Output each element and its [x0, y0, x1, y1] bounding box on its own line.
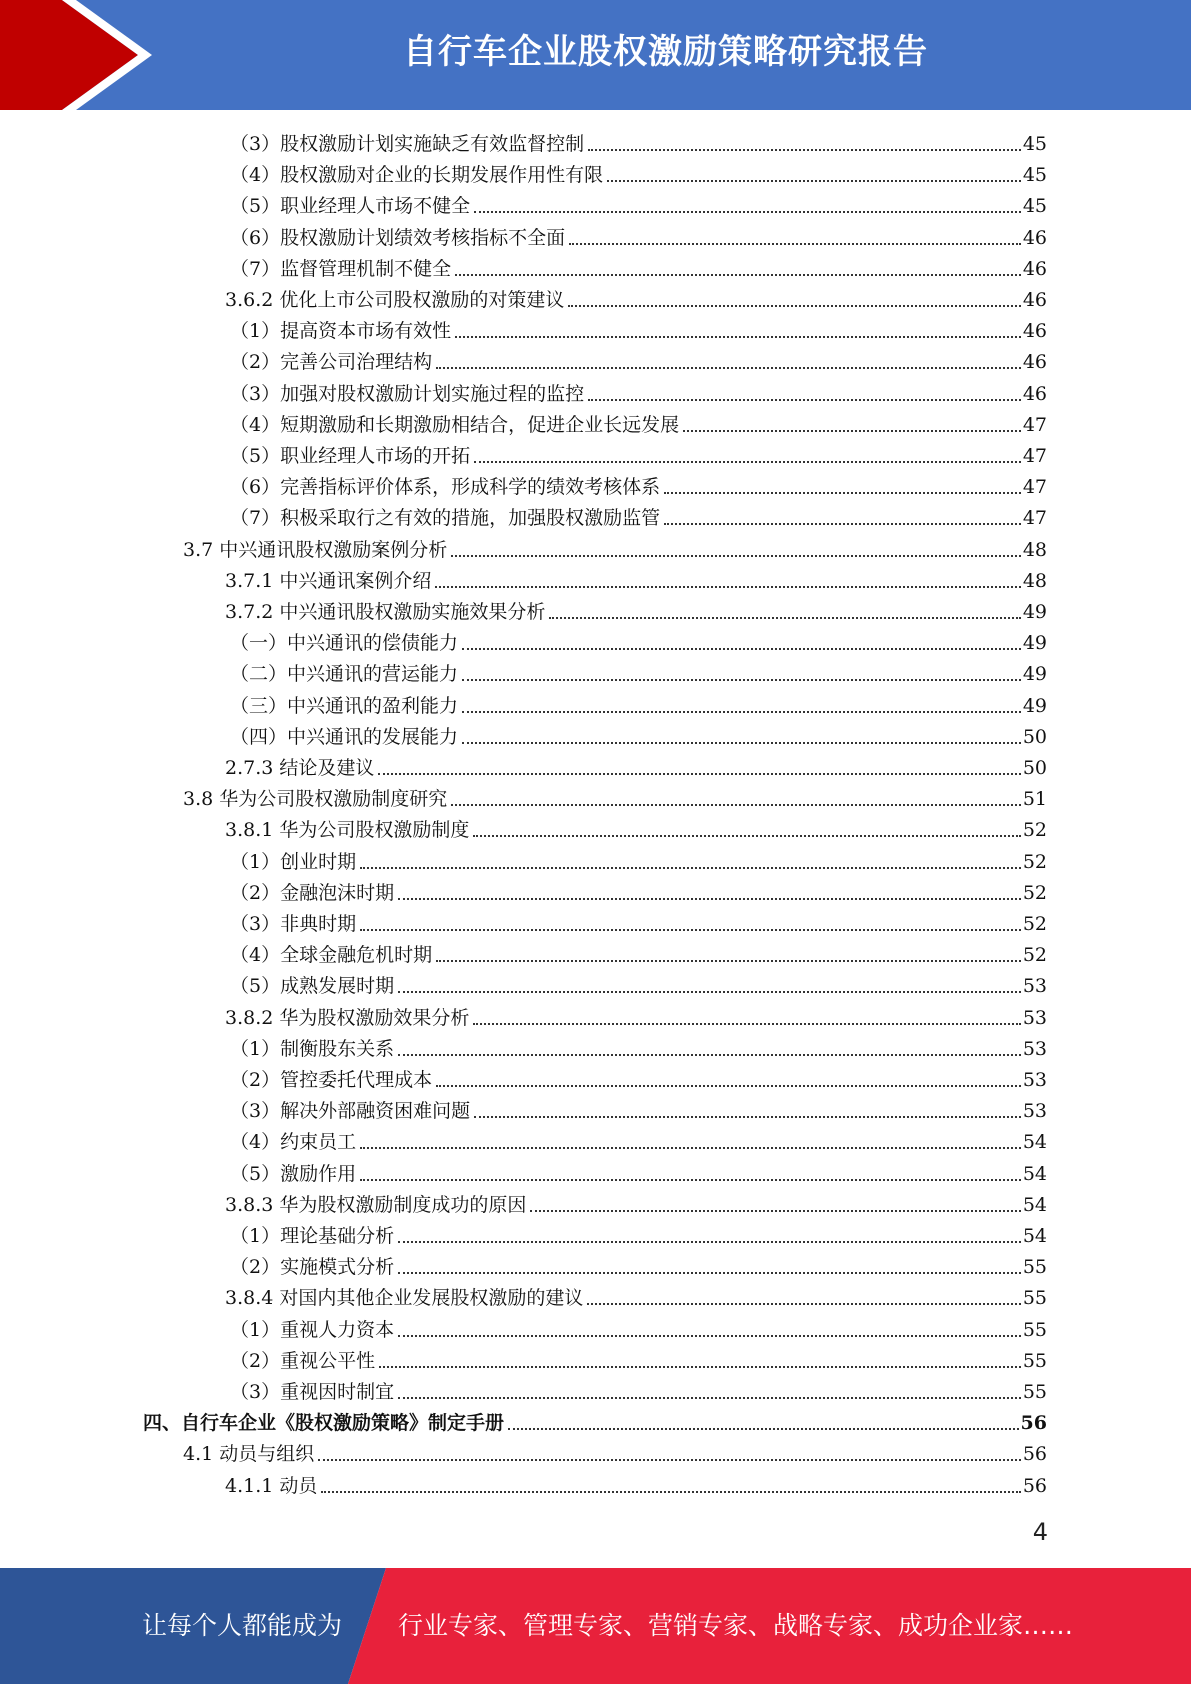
- toc-dot-leader: [435, 586, 1020, 588]
- toc-entry-label: （1）制衡股东关系: [230, 1037, 395, 1060]
- toc-dot-leader: [474, 1116, 1021, 1118]
- toc-entry[interactable]: [230, 188, 1047, 219]
- toc-dot-leader: [378, 773, 1020, 775]
- toc-entry[interactable]: [230, 688, 1047, 719]
- toc-entry-page: 45: [1022, 195, 1047, 218]
- toc-entry-label: 3.8.1 华为公司股权激励制度: [225, 819, 470, 842]
- toc-entry[interactable]: [183, 1436, 1047, 1467]
- page-title: 自行车企业股权激励策略研究报告: [403, 32, 928, 72]
- toc-entry-label: （3）加强对股权激励计划实施过程的监控: [230, 382, 585, 405]
- toc-dot-leader: [462, 742, 1021, 744]
- toc-entry-label: 3.6.2 优化上市公司股权激励的对策建议: [225, 289, 565, 311]
- header-banner: [0, 0, 1191, 110]
- toc-dot-leader: [588, 149, 1021, 151]
- toc-entry-page: 53: [1022, 1069, 1047, 1091]
- toc-entry-page: 52: [1022, 850, 1047, 873]
- toc-entry-page: 55: [1022, 1256, 1047, 1279]
- toc-entry-page: 53: [1022, 1037, 1047, 1060]
- toc-dot-leader: [436, 367, 1021, 369]
- toc-dot-leader: [379, 1366, 1021, 1368]
- toc-entry-label: 2.7.3 结论及建议: [225, 757, 375, 779]
- toc-entry[interactable]: [225, 750, 1047, 781]
- toc-dot-leader: [683, 430, 1021, 432]
- toc-entry-page: 50: [1022, 725, 1047, 748]
- toc-dot-leader: [462, 711, 1021, 713]
- toc-dot-leader: [318, 1459, 1021, 1461]
- toc-entry-page: 56: [1022, 1474, 1047, 1497]
- toc-entry-label: 3.8 华为公司股权激励制度研究: [183, 788, 448, 811]
- toc-entry-page: 52: [1022, 881, 1047, 904]
- toc-entry-label: （1）提高资本市场有效性: [230, 320, 452, 343]
- toc-entry[interactable]: [230, 220, 1047, 251]
- toc-entry[interactable]: [230, 1062, 1047, 1093]
- toc-entry[interactable]: [230, 344, 1047, 375]
- toc-entry[interactable]: [230, 407, 1047, 438]
- toc-entry-label: 3.8.4 对国内其他企业发展股权激励的建议: [225, 1287, 584, 1310]
- toc-entry-label: （2）管控委托代理成本: [230, 1069, 433, 1091]
- toc-entry-label: （四）中兴通讯的发展能力: [230, 725, 459, 748]
- toc-entry-label: 4.1.1 动员: [225, 1474, 318, 1497]
- toc-entry-page: 47: [1022, 413, 1047, 436]
- toc-entry[interactable]: [225, 563, 1047, 594]
- toc-entry[interactable]: [230, 1218, 1047, 1249]
- toc-entry-label: （6）股权激励计划绩效考核指标不全面: [230, 226, 566, 249]
- toc-entry-page: 54: [1022, 1162, 1047, 1185]
- toc-entry[interactable]: [230, 1156, 1047, 1187]
- toc-dot-leader: [530, 1210, 1020, 1212]
- toc-dot-leader: [462, 648, 1021, 650]
- toc-entry-page: 53: [1022, 1006, 1047, 1029]
- footer-slogan-right: 行业专家、管理专家、营销专家、战略专家、成功企业家……: [398, 1611, 1074, 1640]
- toc-dot-leader: [398, 991, 1021, 993]
- toc-entry-label: 3.8.3 华为股权激励制度成功的原因: [225, 1193, 527, 1216]
- toc-entry-label: （2）重视公平性: [230, 1349, 376, 1372]
- toc-entry-page: 49: [1022, 663, 1047, 686]
- toc-entry-label: （二）中兴通讯的营运能力: [230, 663, 459, 686]
- toc-entry-page: 55: [1022, 1381, 1047, 1403]
- toc-entry-page: 52: [1022, 913, 1047, 935]
- footer-banner: [0, 1568, 1191, 1684]
- toc-dot-leader: [508, 1428, 1019, 1430]
- toc-entry[interactable]: [230, 1312, 1047, 1343]
- toc-dot-leader: [664, 492, 1021, 494]
- toc-entry-label: （2）完善公司治理结构: [230, 351, 433, 374]
- toc-dot-leader: [360, 1147, 1021, 1149]
- toc-entry-label: （1）重视人力资本: [230, 1318, 395, 1341]
- toc-entry[interactable]: [225, 1280, 1047, 1311]
- toc-entry-label: （4）约束员工: [230, 1131, 357, 1154]
- toc-entry-label: （7）监督管理机制不健全: [230, 257, 452, 280]
- toc-entry-label: （5）职业经理人市场的开拓: [230, 445, 471, 467]
- toc-dot-leader: [360, 867, 1021, 869]
- toc-entry-label: （三）中兴通讯的盈利能力: [230, 694, 459, 717]
- toc-entry-label: 3.8.2 华为股权激励效果分析: [225, 1006, 470, 1029]
- toc-entry[interactable]: [225, 282, 1047, 313]
- toc-dot-leader: [569, 243, 1021, 245]
- toc-entry-page: 53: [1022, 975, 1047, 998]
- toc-dot-leader: [436, 960, 1021, 962]
- toc-entry[interactable]: [230, 844, 1047, 875]
- toc-entry-page: 52: [1022, 819, 1047, 842]
- toc-entry-label: （3）非典时期: [230, 913, 357, 935]
- toc-entry[interactable]: [230, 1374, 1047, 1405]
- toc-entry-page: 48: [1022, 569, 1047, 592]
- toc-dot-leader: [398, 1272, 1021, 1274]
- toc-entry-label: （5）激励作用: [230, 1162, 357, 1185]
- toc-entry-label: （1）创业时期: [230, 850, 357, 873]
- toc-entry[interactable]: [230, 656, 1047, 687]
- toc-entry[interactable]: [230, 1031, 1047, 1062]
- toc-entry-page: 54: [1022, 1131, 1047, 1154]
- toc-entry-page: 47: [1022, 445, 1047, 467]
- toc-entry-label: （3）股权激励计划实施缺乏有效监督控制: [230, 133, 585, 155]
- toc-dot-leader: [588, 399, 1021, 401]
- toc-entry[interactable]: [230, 968, 1047, 999]
- toc-entry-page: 46: [1022, 289, 1047, 311]
- toc-dot-leader: [473, 835, 1020, 837]
- toc-entry-page: 45: [1022, 164, 1047, 187]
- toc-entry[interactable]: [183, 781, 1047, 812]
- toc-dot-leader: [398, 1054, 1021, 1056]
- toc-entry[interactable]: [230, 1249, 1047, 1280]
- toc-entry[interactable]: [230, 251, 1047, 282]
- toc-entry-page: 49: [1022, 694, 1047, 717]
- toc-dot-leader: [607, 180, 1021, 182]
- toc-entry-label: （2）实施模式分析: [230, 1256, 395, 1279]
- toc-entry[interactable]: [230, 937, 1047, 968]
- toc-entry[interactable]: [230, 1124, 1047, 1155]
- toc-entry-page: 46: [1022, 226, 1047, 249]
- toc-dot-leader: [321, 1491, 1020, 1493]
- toc-dot-leader: [360, 929, 1021, 931]
- toc-dot-leader: [398, 1241, 1021, 1243]
- toc-entry-page: 47: [1022, 507, 1047, 530]
- toc-dot-leader: [664, 523, 1021, 525]
- toc-entry-label: （3）重视因时制宜: [230, 1381, 395, 1403]
- toc-entry[interactable]: [230, 438, 1047, 469]
- toc-entry-label: （1）理论基础分析: [230, 1225, 395, 1247]
- toc-entry[interactable]: [230, 500, 1047, 531]
- toc-entry-label: （3）解决外部融资困难问题: [230, 1100, 471, 1123]
- toc-entry-label: 4.1 动员与组织: [183, 1443, 315, 1466]
- toc-entry-page: 52: [1022, 944, 1047, 967]
- toc-entry[interactable]: [230, 313, 1047, 344]
- toc-entry-label: （5）成熟发展时期: [230, 975, 395, 998]
- toc-entry-page: 46: [1022, 382, 1047, 405]
- toc-entry-label: （4）短期激励和长期激励相结合，促进企业长远发展: [230, 413, 680, 436]
- toc-dot-leader: [451, 804, 1021, 806]
- toc-entry-page: 55: [1022, 1318, 1047, 1341]
- toc-entry-label: 3.7 中兴通讯股权激励案例分析: [183, 538, 448, 561]
- toc-entry-page: 47: [1022, 476, 1047, 499]
- toc-entry[interactable]: [230, 469, 1047, 500]
- toc-entry[interactable]: [230, 1093, 1047, 1124]
- toc-entry-page: 45: [1022, 133, 1047, 155]
- toc-dot-leader: [451, 555, 1021, 557]
- toc-dot-leader: [587, 1303, 1020, 1305]
- toc-entry-label: （4）全球金融危机时期: [230, 944, 433, 967]
- toc-dot-leader: [436, 1085, 1021, 1087]
- toc-entry-page: 46: [1022, 257, 1047, 280]
- toc-entry-page: 54: [1022, 1225, 1047, 1247]
- toc-dot-leader: [462, 679, 1021, 681]
- toc-entry-page: 48: [1022, 538, 1047, 561]
- toc-dot-leader: [455, 336, 1021, 338]
- toc-entry-page: 54: [1022, 1193, 1047, 1216]
- toc-entry-page: 55: [1022, 1349, 1047, 1372]
- page-number: 4: [1032, 1518, 1048, 1546]
- toc-entry-page: 55: [1022, 1287, 1047, 1310]
- toc-entry[interactable]: [230, 875, 1047, 906]
- toc-entry-page: 46: [1022, 351, 1047, 374]
- toc-entry[interactable]: [230, 1343, 1047, 1374]
- toc-entry-label: （5）职业经理人市场不健全: [230, 195, 471, 218]
- toc-entry[interactable]: [225, 812, 1047, 843]
- toc-entry-page: 50: [1022, 757, 1047, 779]
- toc-entry[interactable]: [225, 1468, 1047, 1499]
- toc-entry[interactable]: [183, 532, 1047, 563]
- toc-dot-leader: [398, 1397, 1021, 1399]
- toc-entry[interactable]: [230, 126, 1047, 157]
- toc-entry-label: （6）完善指标评价体系，形成科学的绩效考核体系: [230, 476, 661, 499]
- toc-entry-page: 51: [1022, 788, 1047, 811]
- toc-dot-leader: [549, 617, 1020, 619]
- toc-entry[interactable]: [225, 1000, 1047, 1031]
- toc-dot-leader: [398, 898, 1021, 900]
- toc-dot-leader: [398, 1335, 1021, 1337]
- toc-dot-leader: [473, 1023, 1020, 1025]
- toc-entry[interactable]: [230, 906, 1047, 937]
- toc-entry-label: （7）积极采取行之有效的措施，加强股权激励监管: [230, 507, 661, 530]
- toc-entry-page: 56: [1022, 1443, 1047, 1466]
- chevron-arrow-icon: [0, 0, 160, 110]
- toc-entry-page: 49: [1022, 601, 1047, 623]
- toc-entry-label: 3.7.1 中兴通讯案例介绍: [225, 569, 432, 592]
- toc-entry[interactable]: [143, 1405, 1047, 1436]
- toc-entry-page: 49: [1022, 632, 1047, 655]
- toc-dot-leader: [360, 1179, 1021, 1181]
- toc-dot-leader: [455, 274, 1021, 276]
- toc-dot-leader: [474, 461, 1021, 463]
- toc-entry[interactable]: [225, 594, 1047, 625]
- toc-entry-page: 53: [1022, 1100, 1047, 1123]
- toc-entry-page: 56: [1020, 1412, 1047, 1435]
- toc-entry-label: （4）股权激励对企业的长期发展作用性有限: [230, 164, 604, 187]
- toc-entry[interactable]: [230, 625, 1047, 656]
- toc-entry[interactable]: [230, 719, 1047, 750]
- footer-slogan-left: 让每个人都能成为: [142, 1611, 343, 1640]
- toc-dot-leader: [568, 305, 1020, 307]
- toc-entry-label: 四、自行车企业《股权激励策略》制定手册: [143, 1412, 505, 1435]
- toc-entry[interactable]: [230, 376, 1047, 407]
- toc-dot-leader: [474, 211, 1021, 213]
- toc-entry[interactable]: [230, 157, 1047, 188]
- toc-entry-label: （2）金融泡沫时期: [230, 881, 395, 904]
- toc-entry-page: 46: [1022, 320, 1047, 343]
- toc-entry-label: （一）中兴通讯的偿债能力: [230, 632, 459, 655]
- toc-entry[interactable]: [225, 1187, 1047, 1218]
- toc-entry-label: 3.7.2 中兴通讯股权激励实施效果分析: [225, 601, 546, 623]
